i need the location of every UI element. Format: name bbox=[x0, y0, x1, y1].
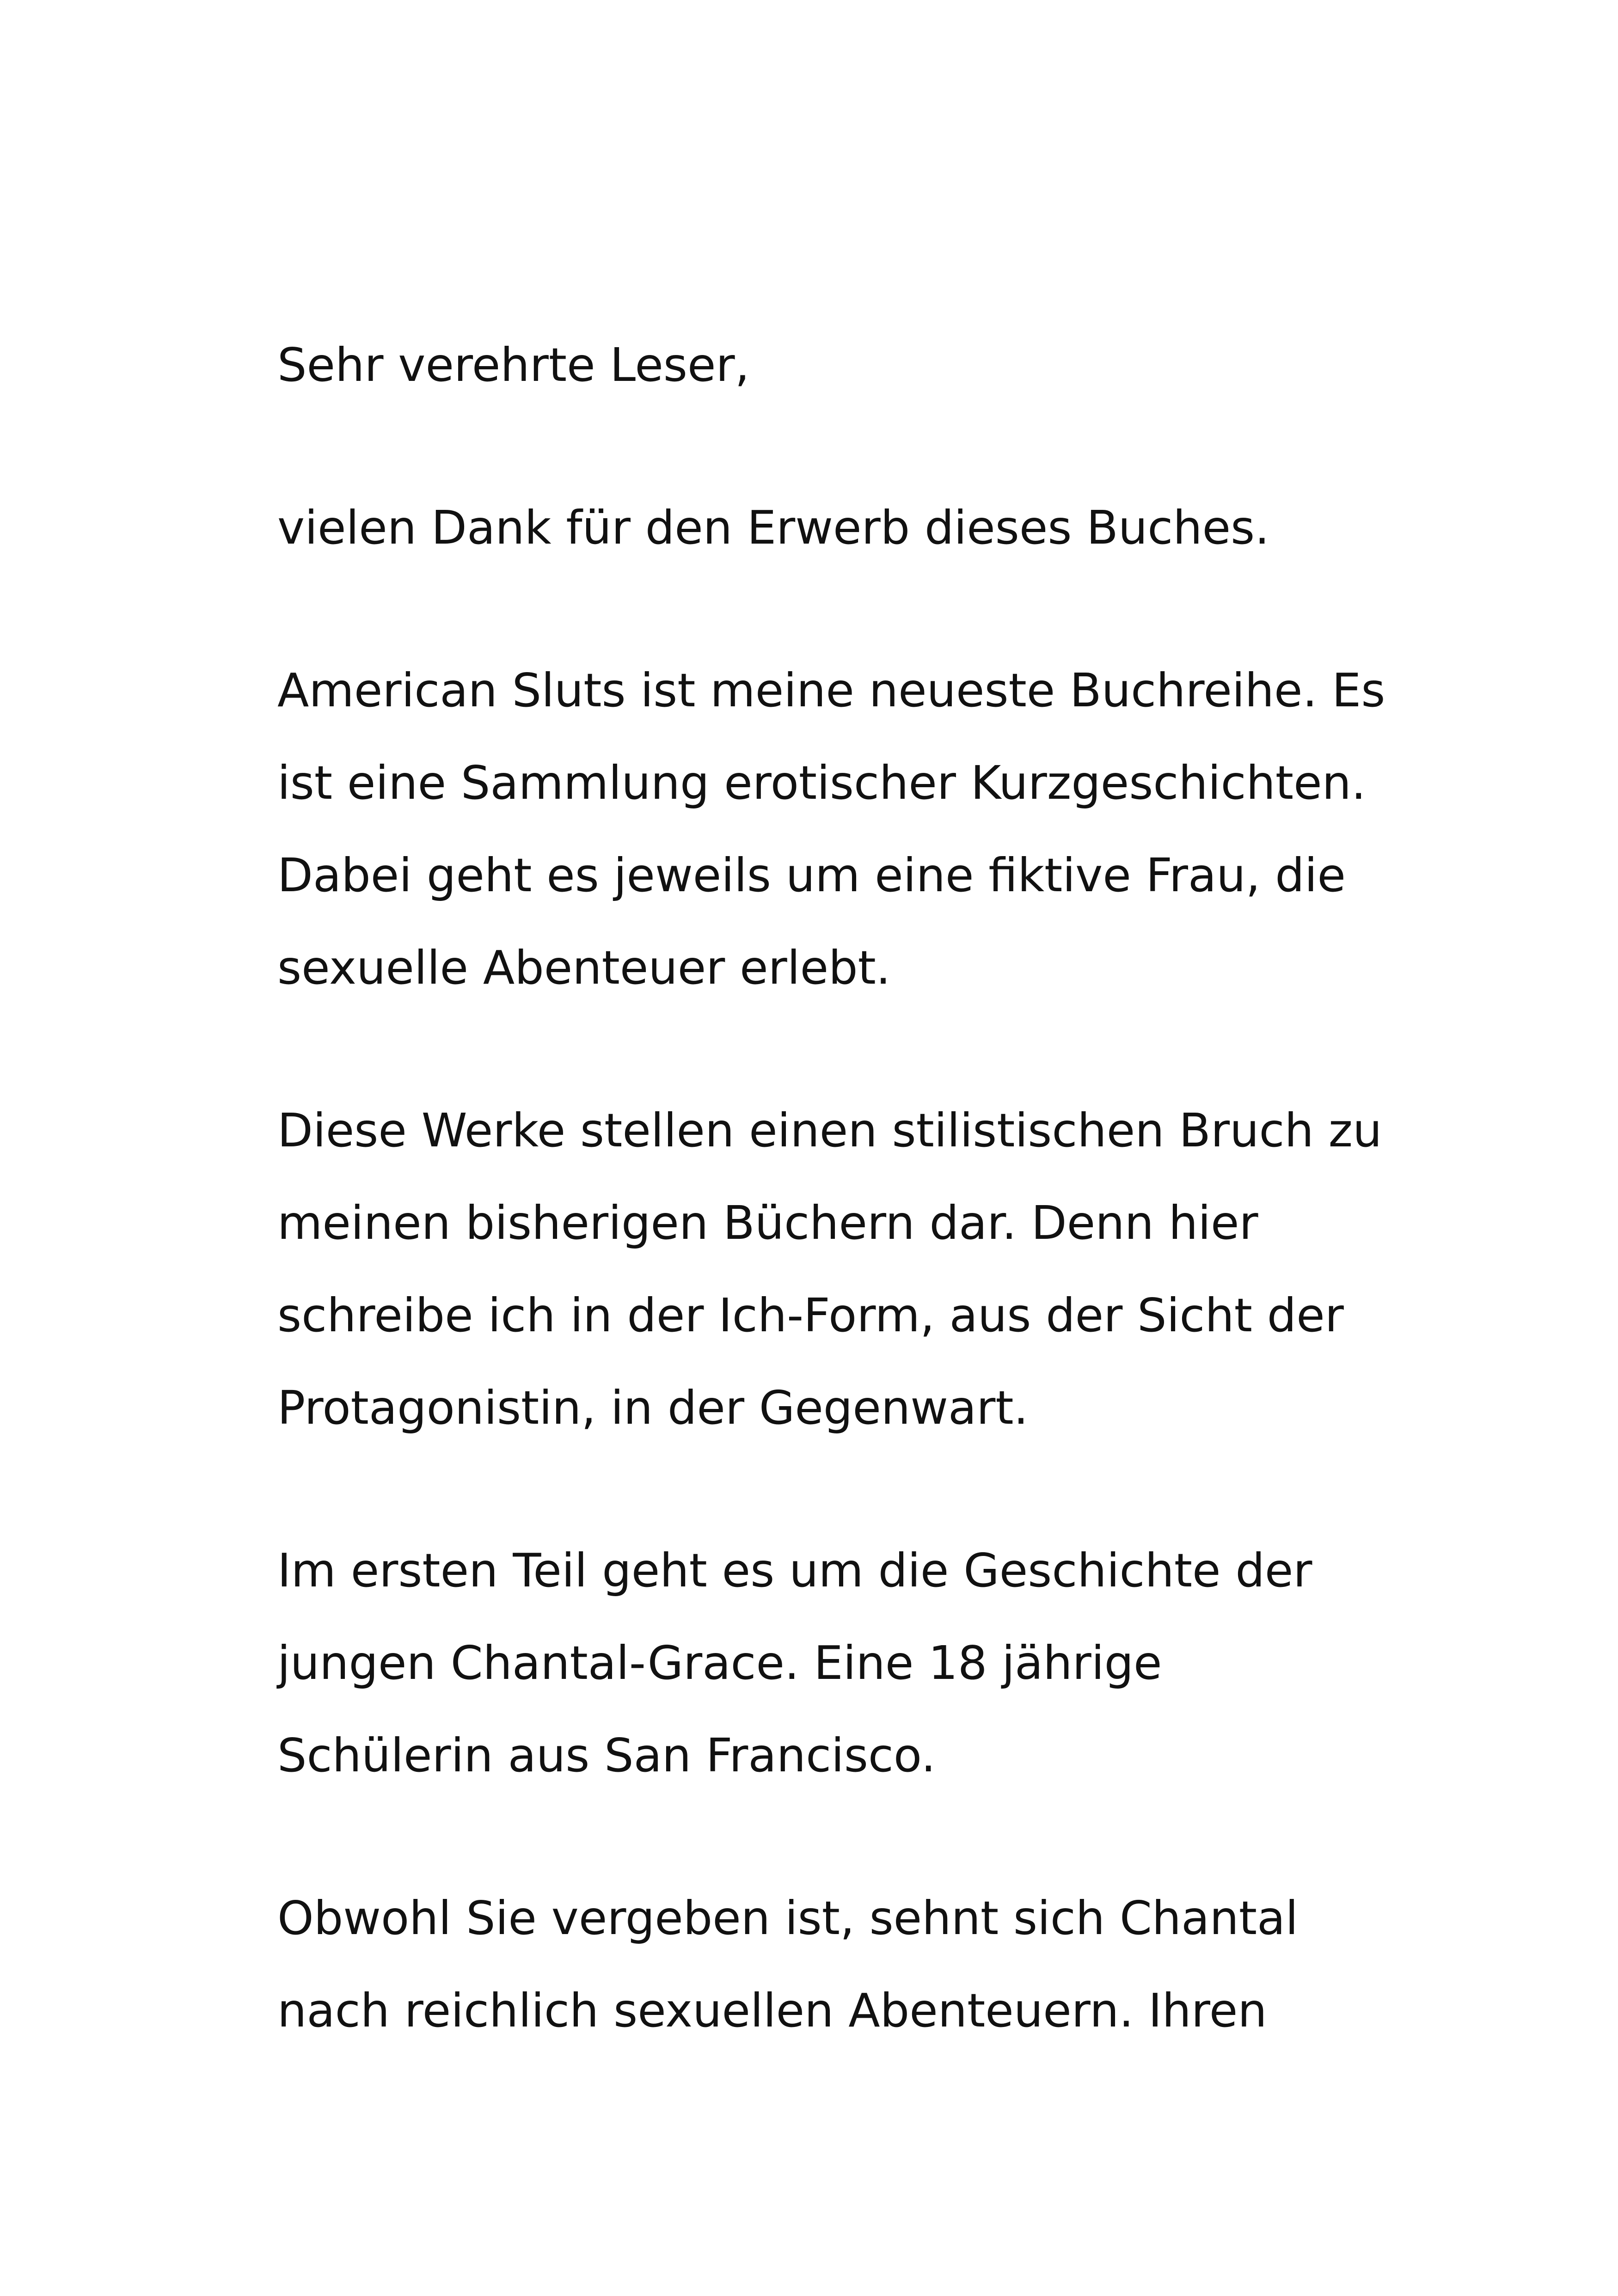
text-line: schreibe ich in der Ich-Form, aus der Sicht der bbox=[277, 1288, 1344, 1342]
text-line: American Sluts ist meine neueste Buchreihe. Es bbox=[277, 663, 1385, 717]
text-line: Obwohl Sie vergeben ist, sehnt sich Chantal bbox=[277, 1891, 1299, 1945]
text-line: Diese Werke stellen einen stilistischen Bruch zu bbox=[277, 1103, 1382, 1157]
first-part-paragraph bbox=[277, 1525, 1387, 1802]
series-intro-paragraph bbox=[277, 644, 1387, 1014]
text-line: nach reichlich sexuellen Abenteuern. Ihren bbox=[277, 1984, 1267, 2038]
body-text bbox=[277, 319, 1387, 2127]
text-line: jungen Chantal-Grace. Eine 18 jährige bbox=[277, 1636, 1162, 1690]
text-line: ist eine Sammlung erotischer Kurzgeschichten. bbox=[277, 756, 1366, 810]
text-line: Protagonistin, in der Gegenwart. bbox=[277, 1381, 1029, 1435]
text-line: Sehr verehrte Leser, bbox=[277, 338, 750, 392]
salutation-paragraph bbox=[277, 319, 1387, 411]
thanks-paragraph bbox=[277, 482, 1387, 574]
text-line: Schülerin aus San Francisco. bbox=[277, 1728, 936, 1782]
protagonist-paragraph bbox=[277, 1872, 1387, 2057]
text-line: meinen bisherigen Büchern dar. Denn hier bbox=[277, 1196, 1258, 1250]
style-paragraph bbox=[277, 1084, 1387, 1454]
text-line: Dabei geht es jeweils um eine fiktive Frau, die bbox=[277, 848, 1346, 902]
text-line: sexuelle Abenteuer erlebt. bbox=[277, 941, 891, 995]
text-line: Im ersten Teil geht es um die Geschichte der bbox=[277, 1543, 1312, 1598]
text-line: vielen Dank für den Erwerb dieses Buches. bbox=[277, 501, 1269, 555]
